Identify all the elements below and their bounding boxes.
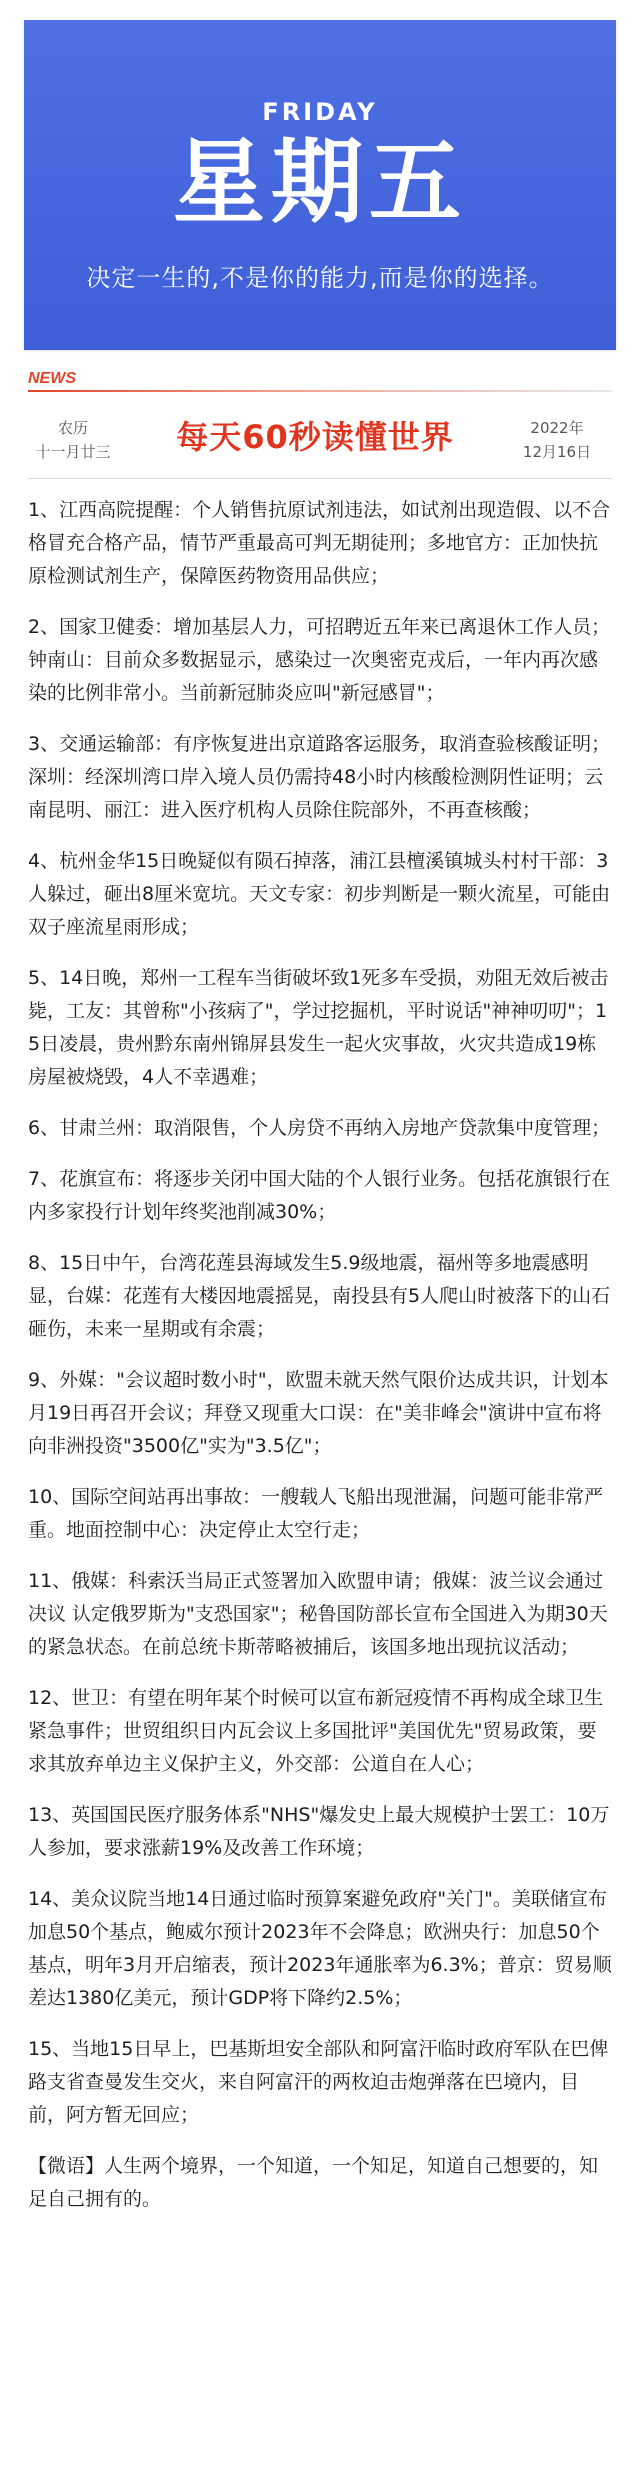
news-tag: NEWS xyxy=(28,370,76,387)
header-banner xyxy=(24,20,616,350)
weekday-english: FRIDAY xyxy=(262,98,378,126)
news-item: 10、国际空间站再出事故：一艘载人飞船出现泄漏，问题可能非常严重。地面控制中心：决定停止太空行走； xyxy=(28,1486,604,1541)
news-item: 11、俄媒：科索沃当局正式签署加入欧盟申请；俄媒：波兰议会通过决议 认定俄罗斯为"支恐国家"；秘鲁国防部长宣布全国进入为期30天的紧急状态。在前总统卡斯蒂略被捕后，该国多地出现抗议活动； xyxy=(28,1570,608,1658)
lunar-label: 农历 xyxy=(57,419,88,437)
news-item: 5、14日晚，郑州一工程车当街破坏致1死多车受损，劝阻无效后被击毙，工友：其曾称"小孩病了"，学过挖掘机，平时说话"神神叨叨"；15日凌晨，贵州黔东南州锦屏县发生一起火灾事故，火灾共造成19栋房屋被烧毁，4人不幸遇难； xyxy=(28,967,609,1088)
news-item: 13、英国国民医疗服务体系"NHS"爆发史上最大规模护士罢工：10万人参加，要求涨薪19%及改善工作环境； xyxy=(28,1804,610,1859)
daily-quote: 【微语】人生两个境界，一个知道，一个知足，知道自己想要的，知足自己拥有的。 xyxy=(28,2155,599,2210)
banner-motto: 决定一生的,不是你的能力,而是你的选择。 xyxy=(86,264,554,292)
news-item: 14、美众议院当地14日通过临时预算案避免政府"关门"。美联储宣布加息50个基点，鲍威尔预计2023年不会降息；欧洲央行：加息50个基点，明年3月开启缩表，预计2023年通胀率为6.3%；普京：贸易顺差达1380亿美元，预计GDP将下降约2.5%； xyxy=(28,1888,612,2009)
news-item: 8、15日中午，台湾花莲县海域发生5.9级地震，福州等多地震感明显，台媒：花莲有大楼因地震摇晃，南投县有5人爬山时被落下的山石砸伤，未来一星期或有余震； xyxy=(28,1252,611,1340)
lunar-date: 十一月廿三 xyxy=(35,443,111,461)
news-item: 7、花旗宣布：将逐步关闭中国大陆的个人银行业务。包括花旗银行在内多家投行计划年终奖池削减30%； xyxy=(28,1168,611,1223)
news-list xyxy=(28,488,612,2234)
news-item: 9、外媒："会议超时数小时"，欧盟未就天然气限价达成共识，计划本月19日再召开会议；拜登又现重大口误：在"美非峰会"演讲中宣布将向非洲投资"3500亿"实为"3.5亿"； xyxy=(28,1369,609,1457)
page-title: 每天60秒读懂世界 xyxy=(176,418,454,456)
title-row xyxy=(28,410,612,470)
news-item: 2、国家卫健委：增加基层人力，可招聘近五年来已离退休工作人员；钟南山：目前众多数据显示，感染过一次奥密克戎后，一年内再次感染的比例非常小。当前新冠肺炎应叫"新冠感冒"； xyxy=(28,616,611,704)
news-item: 4、杭州金华15日晚疑似有陨石掉落，浦江县檀溪镇城头村村干部：3人躲过，砸出8厘米宽坑。天文专家：初步判断是一颗火流星，可能由双子座流星雨形成； xyxy=(28,850,611,938)
news-divider xyxy=(28,390,612,392)
weekday-chinese: 星期五 xyxy=(172,129,467,236)
news-item: 3、交通运输部：有序恢复进出京道路客运服务，取消查验核酸证明；深圳：经深圳湾口岸入境人员仍需持48小时内核酸检测阴性证明；云南昆明、丽江：进入医疗机构人员除住院部外，不再查核酸； xyxy=(28,733,611,821)
news-item: 6、甘肃兰州：取消限售，个人房贷不再纳入房地产贷款集中度管理； xyxy=(28,1117,611,1139)
gregorian-date: 12月16日 xyxy=(522,443,592,461)
news-item: 12、世卫：有望在明年某个时候可以宣布新冠疫情不再构成全球卫生紧急事件；世贸组织日内瓦会议上多国批评"美国优先"贸易政策，要求其放弃单边主义保护主义，外交部：公道自在人心； xyxy=(28,1687,604,1775)
lunar-date-block xyxy=(28,416,118,464)
news-item: 15、当地15日早上，巴基斯坦安全部队和阿富汗临时政府军队在巴俾路支省查曼发生交火，来自阿富汗的两枚迫击炮弹落在巴境内，目前，阿方暂无回应； xyxy=(28,2038,609,2126)
news-item: 1、江西高院提醒：个人销售抗原试剂违法，如试剂出现造假、以不合格冒充合格产品，情节严重最高可判无期徒刑；多地官方：正加快抗原检测试剂生产，保障医药物资用品供应； xyxy=(28,499,611,587)
gregorian-year: 2022年 xyxy=(530,419,584,437)
title-divider xyxy=(28,478,612,479)
gregorian-date-block xyxy=(502,416,612,464)
